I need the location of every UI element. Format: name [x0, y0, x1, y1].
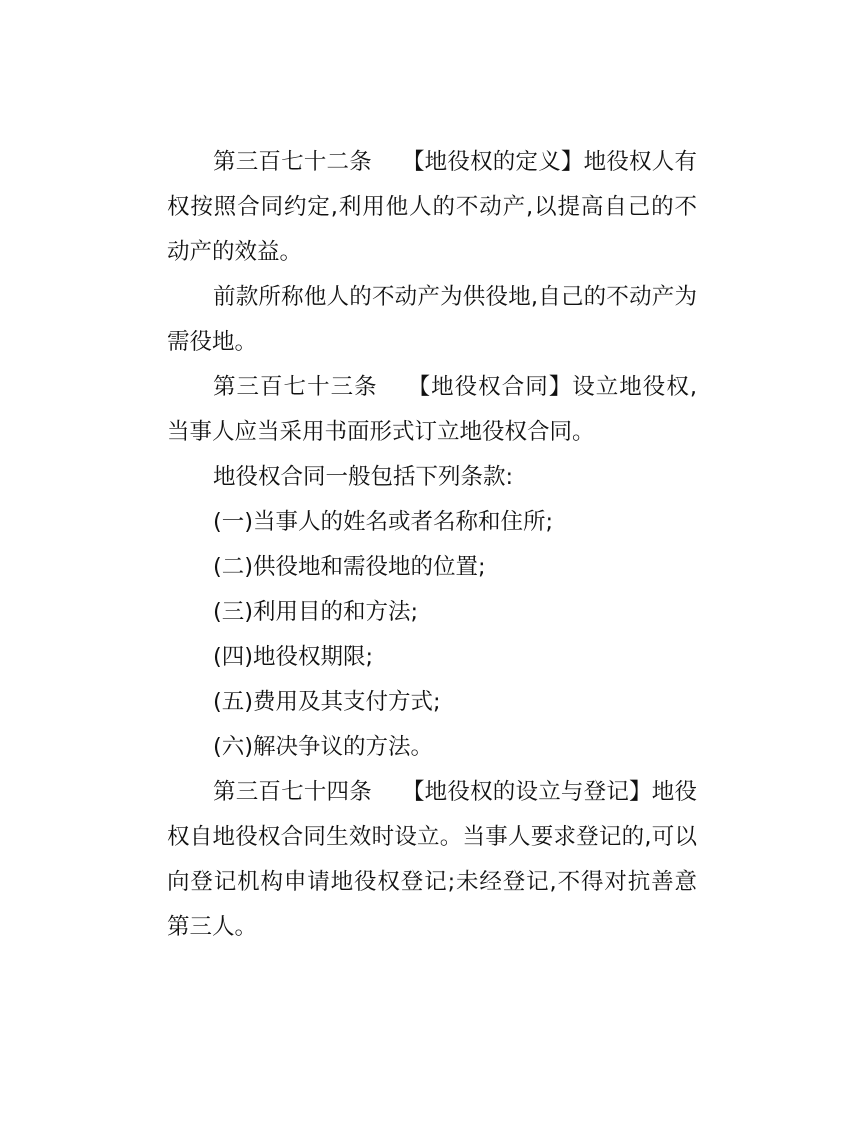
list-item: (三)利用目的和方法; [213, 599, 419, 625]
article-374 [167, 770, 697, 950]
document-page [167, 140, 697, 950]
article-number: 第三百七十四条 [213, 779, 372, 805]
article-title: 【地役权合同】 [407, 374, 573, 400]
paragraph: 前款所称他人的不动产为供役地,自己的不动产为需役地。 [167, 284, 697, 355]
article-number: 第三百七十三条 [213, 374, 378, 400]
article-372 [167, 140, 697, 275]
list-item: (五)费用及其支付方式; [213, 689, 441, 715]
article-body: 地役权自地役权合同生效时设立。当事人要求登记的,可以向登记机构申请地役权登记;未经登记,不得对抗善意第三人。 [167, 779, 697, 940]
article-title: 【地役权的设立与登记】 [401, 779, 652, 805]
paragraph: 地役权合同一般包括下列条款: [213, 464, 514, 490]
list-item: (六)解决争议的方法。 [213, 734, 434, 760]
article-body: 设立地役权,当事人应当采用书面形式订立地役权合同。 [167, 374, 697, 445]
list-item: (四)地役权期限; [213, 644, 374, 670]
list-item: (二)供役地和需役地的位置; [213, 554, 486, 580]
article-title: 【地役权的定义】 [401, 149, 584, 175]
article-body: 地役权人有权按照合同约定,利用他人的不动产,以提高自己的不动产的效益。 [167, 149, 697, 265]
article-number: 第三百七十二条 [213, 149, 372, 175]
list-item: (一)当事人的姓名或者名称和住所; [213, 509, 554, 535]
article-373 [167, 365, 697, 455]
